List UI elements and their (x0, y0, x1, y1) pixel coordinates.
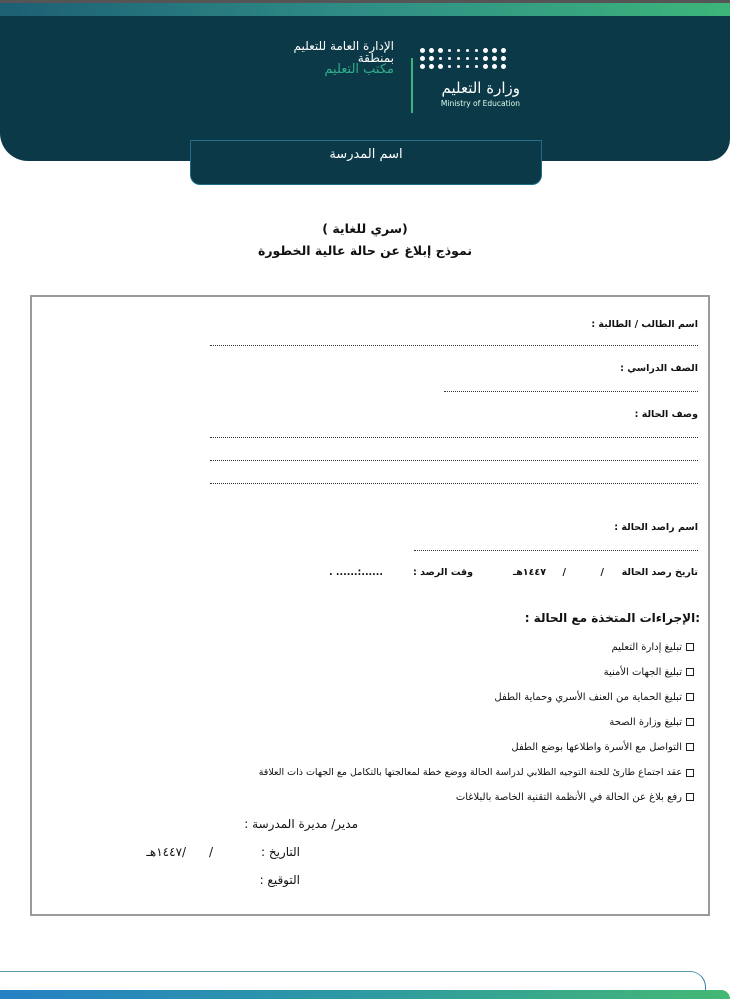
case-desc-field-3[interactable] (210, 483, 698, 484)
case-desc-field-1[interactable] (210, 437, 698, 438)
admin-line-1: الإدارة العامة للتعليم (293, 39, 394, 53)
action-item[interactable] (604, 667, 694, 678)
ministry-logo (420, 48, 520, 108)
action-item[interactable] (259, 767, 694, 778)
grade-field[interactable] (444, 391, 698, 392)
action-label: رفع بلاغ عن الحالة في الأنظمة التقنية الخاصة بالبلاغات (455, 792, 682, 803)
action-item[interactable] (611, 642, 694, 653)
header-banner (0, 3, 730, 161)
time-label: وقت الرصد : (413, 567, 473, 578)
checkbox[interactable] (686, 769, 694, 777)
admin-line-2: بمنطقة (357, 51, 394, 65)
checkbox[interactable] (686, 693, 694, 701)
checkbox[interactable] (686, 718, 694, 726)
checkbox[interactable] (686, 643, 694, 651)
secret-label: (سري للغاية ) (322, 221, 408, 236)
logo-dots-icon (420, 48, 520, 69)
case-desc-field-2[interactable] (210, 460, 698, 461)
action-item[interactable] (609, 717, 694, 728)
admin-line-3: مكتب التعليم (324, 62, 394, 77)
checkbox[interactable] (686, 668, 694, 676)
grade-label: الصف الدراسي : (620, 363, 698, 374)
signature-date-value: / /١٤٤٧هـ (146, 845, 213, 859)
principal-label: مدير/ مديرة المدرسة : (244, 817, 358, 831)
school-name-tab: اسم المدرسة (190, 140, 542, 185)
action-item[interactable] (511, 742, 694, 753)
action-item[interactable] (456, 792, 694, 803)
date-year: ١٤٤٧هـ (512, 567, 546, 578)
document-title: نموذج إبلاغ عن حالة عالية الخطورة (257, 243, 473, 258)
checkbox[interactable] (686, 793, 694, 801)
signature-date-label: التاريخ : (260, 845, 300, 859)
action-label: تبليغ وزارة الصحة (609, 717, 682, 728)
header-stripe (0, 3, 730, 16)
action-label: تبليغ الحماية من العنف الأسري وحماية الطفل (494, 692, 682, 703)
footer-bar (0, 990, 730, 999)
date-separator-2: / (562, 567, 566, 578)
date-separator-1: / (600, 567, 604, 578)
date-label: تاريخ رصد الحالة (621, 567, 698, 578)
student-name-label: اسم الطالب / الطالبة : (591, 319, 698, 330)
checkbox[interactable] (686, 743, 694, 751)
ministry-name-en: Ministry of Education (440, 99, 520, 108)
footer-decoration (0, 971, 730, 999)
action-label: تبليغ إدارة التعليم (611, 642, 682, 653)
actions-title: :الإجراءات المتخذة مع الحالة : (524, 611, 700, 625)
student-name-field[interactable] (210, 345, 698, 346)
ministry-name-ar: وزارة التعليم (441, 79, 520, 97)
observer-field[interactable] (414, 550, 698, 551)
footer-line (0, 971, 706, 991)
form-box (30, 295, 710, 916)
action-label: عقد اجتماع طارئ للجنة التوجيه الطلابي لدراسة الحالة ووضع خطة لمعالجتها بالتكامل مع الجهات ذات العلاقة (258, 767, 682, 778)
action-label: تبليغ الجهات الأمنية (603, 667, 682, 678)
case-desc-label: وصف الحالة : (634, 409, 698, 420)
sign-label: التوقيع : (259, 873, 300, 887)
admin-text (294, 40, 394, 76)
observer-label: اسم راصد الحالة : (614, 522, 698, 533)
action-label: التواصل مع الأسرة واطلاعها بوضع الطفل (511, 742, 682, 753)
time-value[interactable]: ......:...... . (328, 567, 383, 578)
logo-divider (411, 58, 413, 113)
action-item[interactable] (494, 692, 694, 703)
